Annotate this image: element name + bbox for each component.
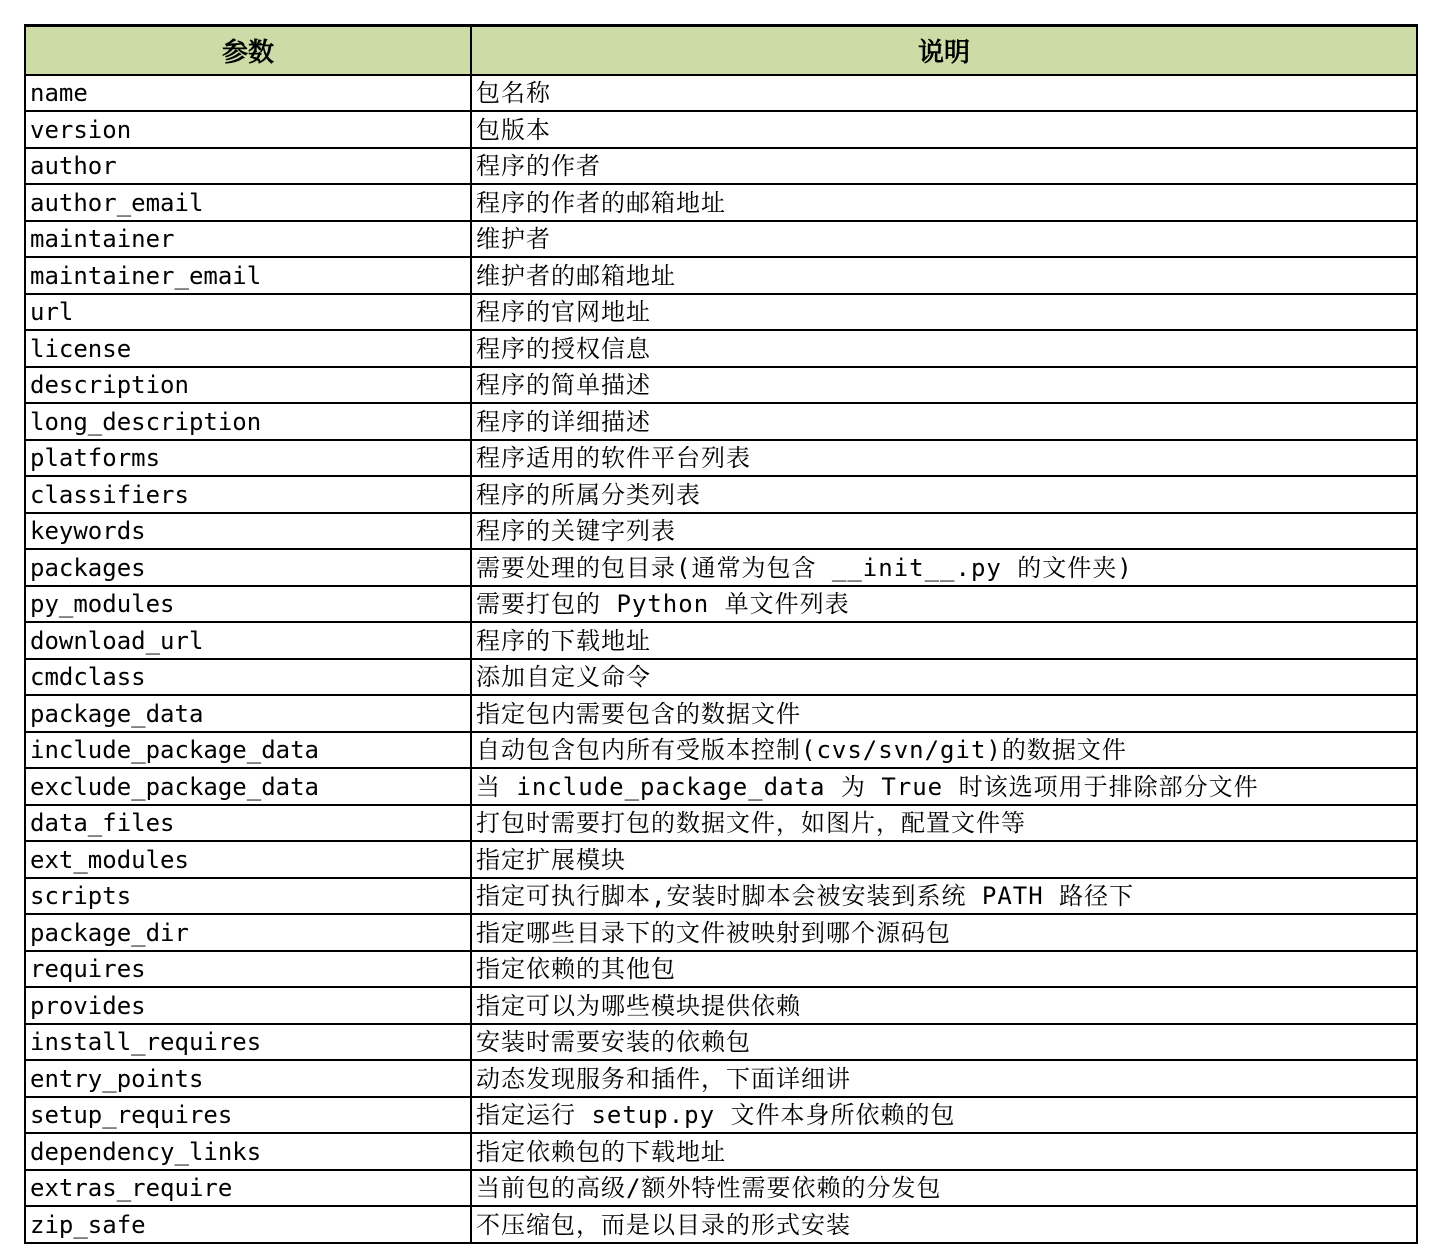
description-cell: 打包时需要打包的数据文件，如图片，配置文件等 — [471, 805, 1417, 842]
table-row — [25, 695, 1417, 732]
parameter-cell: license — [25, 330, 471, 367]
parameter-cell: cmdclass — [25, 659, 471, 696]
parameter-cell: requires — [25, 951, 471, 988]
table-row — [25, 987, 1417, 1024]
table-row — [25, 148, 1417, 185]
header-description: 说明 — [471, 26, 1417, 75]
description-cell: 需要打包的 Python 单文件列表 — [471, 586, 1417, 623]
table-row — [25, 914, 1417, 951]
table-row — [25, 440, 1417, 477]
table-row — [25, 1024, 1417, 1061]
description-cell: 程序的官网地址 — [471, 294, 1417, 331]
parameter-cell: name — [25, 75, 471, 112]
description-cell: 不压缩包，而是以目录的形式安装 — [471, 1206, 1417, 1243]
table-row — [25, 586, 1417, 623]
table-row — [25, 294, 1417, 331]
parameter-cell: setup_requires — [25, 1097, 471, 1134]
table-row — [25, 659, 1417, 696]
table-row — [25, 1133, 1417, 1170]
description-cell: 自动包含包内所有受版本控制(cvs/svn/git)的数据文件 — [471, 732, 1417, 769]
table-row — [25, 1097, 1417, 1134]
table-row — [25, 549, 1417, 586]
description-cell: 指定哪些目录下的文件被映射到哪个源码包 — [471, 914, 1417, 951]
parameter-cell: provides — [25, 987, 471, 1024]
table-row — [25, 1060, 1417, 1097]
parameter-cell: maintainer_email — [25, 257, 471, 294]
parameter-cell: extras_require — [25, 1170, 471, 1207]
parameter-cell: entry_points — [25, 1060, 471, 1097]
parameter-cell: url — [25, 294, 471, 331]
table-row — [25, 221, 1417, 258]
parameter-cell: author_email — [25, 184, 471, 221]
table-row — [25, 878, 1417, 915]
parameter-cell: version — [25, 111, 471, 148]
table-body — [25, 75, 1417, 1243]
table-row — [25, 111, 1417, 148]
header-row — [25, 26, 1417, 75]
table-row — [25, 951, 1417, 988]
description-cell: 程序的授权信息 — [471, 330, 1417, 367]
parameter-cell: ext_modules — [25, 841, 471, 878]
table-row — [25, 184, 1417, 221]
parameter-cell: download_url — [25, 622, 471, 659]
description-cell: 程序的详细描述 — [471, 403, 1417, 440]
header-parameter: 参数 — [25, 26, 471, 75]
table-row — [25, 768, 1417, 805]
description-cell: 指定依赖包的下载地址 — [471, 1133, 1417, 1170]
table-row — [25, 732, 1417, 769]
table-row — [25, 841, 1417, 878]
parameter-cell: maintainer — [25, 221, 471, 258]
table-row — [25, 75, 1417, 112]
description-cell: 指定包内需要包含的数据文件 — [471, 695, 1417, 732]
parameter-cell: platforms — [25, 440, 471, 477]
description-cell: 程序的下载地址 — [471, 622, 1417, 659]
description-cell: 维护者 — [471, 221, 1417, 258]
table-row — [25, 805, 1417, 842]
parameter-table — [24, 24, 1418, 1244]
parameter-cell: zip_safe — [25, 1206, 471, 1243]
parameter-cell: scripts — [25, 878, 471, 915]
parameter-cell: description — [25, 367, 471, 404]
description-cell: 动态发现服务和插件，下面详细讲 — [471, 1060, 1417, 1097]
table-row — [25, 1170, 1417, 1207]
parameter-cell: include_package_data — [25, 732, 471, 769]
parameter-cell: package_dir — [25, 914, 471, 951]
parameter-cell: classifiers — [25, 476, 471, 513]
description-cell: 添加自定义命令 — [471, 659, 1417, 696]
parameter-cell: author — [25, 148, 471, 185]
description-cell: 程序的作者 — [471, 148, 1417, 185]
parameter-cell: long_description — [25, 403, 471, 440]
description-cell: 指定运行 setup.py 文件本身所依赖的包 — [471, 1097, 1417, 1134]
parameter-cell: install_requires — [25, 1024, 471, 1061]
description-cell: 需要处理的包目录(通常为包含 __init__.py 的文件夹) — [471, 549, 1417, 586]
description-cell: 指定可以为哪些模块提供依赖 — [471, 987, 1417, 1024]
table-row — [25, 367, 1417, 404]
description-cell: 程序的作者的邮箱地址 — [471, 184, 1417, 221]
parameter-cell: py_modules — [25, 586, 471, 623]
parameter-cell: data_files — [25, 805, 471, 842]
table-header — [25, 26, 1417, 75]
table-row — [25, 622, 1417, 659]
parameter-cell: package_data — [25, 695, 471, 732]
description-cell: 程序的所属分类列表 — [471, 476, 1417, 513]
description-cell: 维护者的邮箱地址 — [471, 257, 1417, 294]
parameter-cell: packages — [25, 549, 471, 586]
table-row — [25, 513, 1417, 550]
description-cell: 指定依赖的其他包 — [471, 951, 1417, 988]
description-cell: 程序的关键字列表 — [471, 513, 1417, 550]
description-cell: 当前包的高级/额外特性需要依赖的分发包 — [471, 1170, 1417, 1207]
parameter-cell: exclude_package_data — [25, 768, 471, 805]
description-cell: 包版本 — [471, 111, 1417, 148]
parameter-cell: dependency_links — [25, 1133, 471, 1170]
parameter-cell: keywords — [25, 513, 471, 550]
table-row — [25, 257, 1417, 294]
table-row — [25, 330, 1417, 367]
description-cell: 指定扩展模块 — [471, 841, 1417, 878]
description-cell: 当 include_package_data 为 True 时该选项用于排除部分文件 — [471, 768, 1417, 805]
description-cell: 指定可执行脚本,安装时脚本会被安装到系统 PATH 路径下 — [471, 878, 1417, 915]
description-cell: 程序适用的软件平台列表 — [471, 440, 1417, 477]
table-row — [25, 403, 1417, 440]
description-cell: 安装时需要安装的依赖包 — [471, 1024, 1417, 1061]
description-cell: 程序的简单描述 — [471, 367, 1417, 404]
description-cell: 包名称 — [471, 75, 1417, 112]
table-row — [25, 1206, 1417, 1243]
table-row — [25, 476, 1417, 513]
